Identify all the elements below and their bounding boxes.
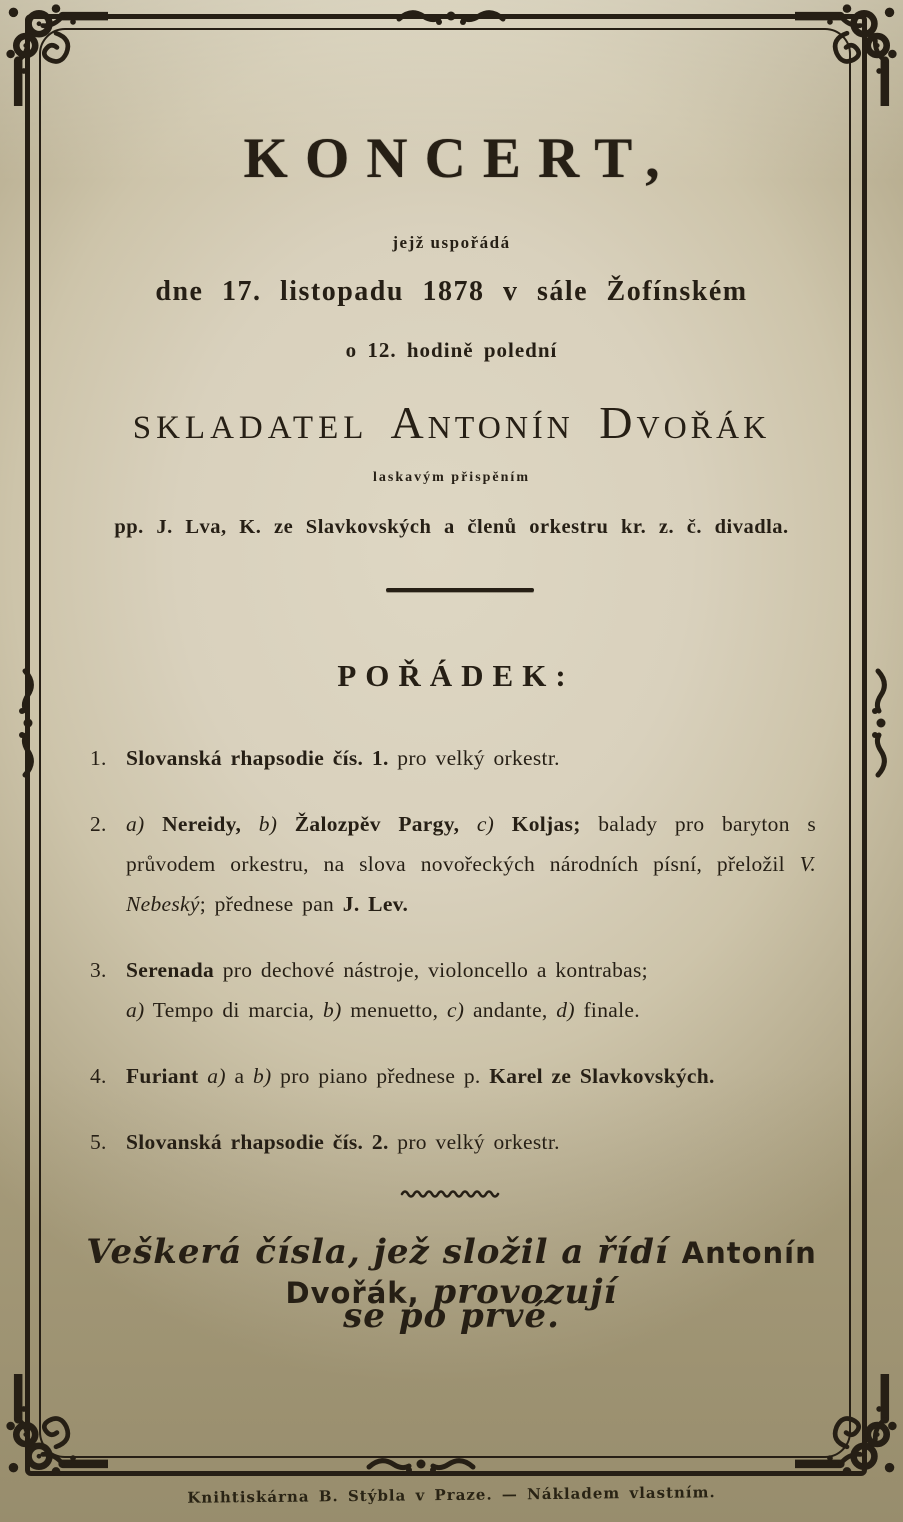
program-item-text: Furiant a) a b) pro piano přednese p. Karel ze Slavkovských. xyxy=(126,1064,715,1088)
program-item xyxy=(90,738,816,778)
program-item-number: 2. xyxy=(90,812,107,836)
program-list xyxy=(90,738,816,1188)
event-time-line: o 12. hodině polední xyxy=(345,338,558,362)
poster-title: KONCERT, xyxy=(243,127,677,190)
program-item-number: 5. xyxy=(90,1130,107,1154)
closing-note-line1: Veškerá čísla, jež složil a řídí Antonín Dvořák, provozují xyxy=(86,1232,817,1312)
program-item-number: 1. xyxy=(90,746,107,770)
composer-line xyxy=(60,396,843,449)
program-item xyxy=(90,1122,816,1162)
program-item-text: Slovanská rhapsodie čís. 2. pro velký orkestr. xyxy=(126,1130,560,1154)
performers-line: pp. J. Lva, K. ze Slavkovských a členů orkestru kr. z. č. divadla. xyxy=(114,516,789,538)
closing-note-line2: se po prvé. xyxy=(343,1296,560,1336)
wavy-divider-icon xyxy=(398,1186,506,1198)
composer-name: Antonín Dvořák xyxy=(390,397,771,448)
program-item-text: a) Nereidy, b) Žalozpěv Pargy, c) Koljas; balady pro baryton s průvodem orkestru, na slova novořeckých národních písní, přeložil V. Nebeský; přednese pan J. Lev. xyxy=(126,812,816,916)
event-date-line: dne 17. listopadu 1878 v sále Žofínském xyxy=(155,276,748,307)
organizer-subtitle: jejž uspořádá xyxy=(392,233,511,252)
program-item-number: 3. xyxy=(90,958,107,982)
program-heading: POŘÁDEK: xyxy=(337,658,575,693)
program-item-text: Slovanská rhapsodie čís. 1. pro velký orkestr. xyxy=(126,746,560,770)
section-divider-rule xyxy=(386,588,534,592)
program-item xyxy=(90,950,816,1030)
contribution-line: laskavým přispěním xyxy=(373,470,530,485)
program-item-number: 4. xyxy=(90,1064,107,1088)
presenter-label: SKLADATEL xyxy=(132,410,368,446)
program-item-text: Serenada pro dechové nástroje, violoncello a kontrabas; a) Tempo di marcia, b) menuetto, c) andante, d) finale. xyxy=(126,958,648,1022)
program-item xyxy=(90,804,816,924)
program-item xyxy=(90,1056,816,1096)
printer-imprint: Knihtiskárna B. Stýbla v Praze. — Nákladem vlastním. xyxy=(187,1483,716,1507)
